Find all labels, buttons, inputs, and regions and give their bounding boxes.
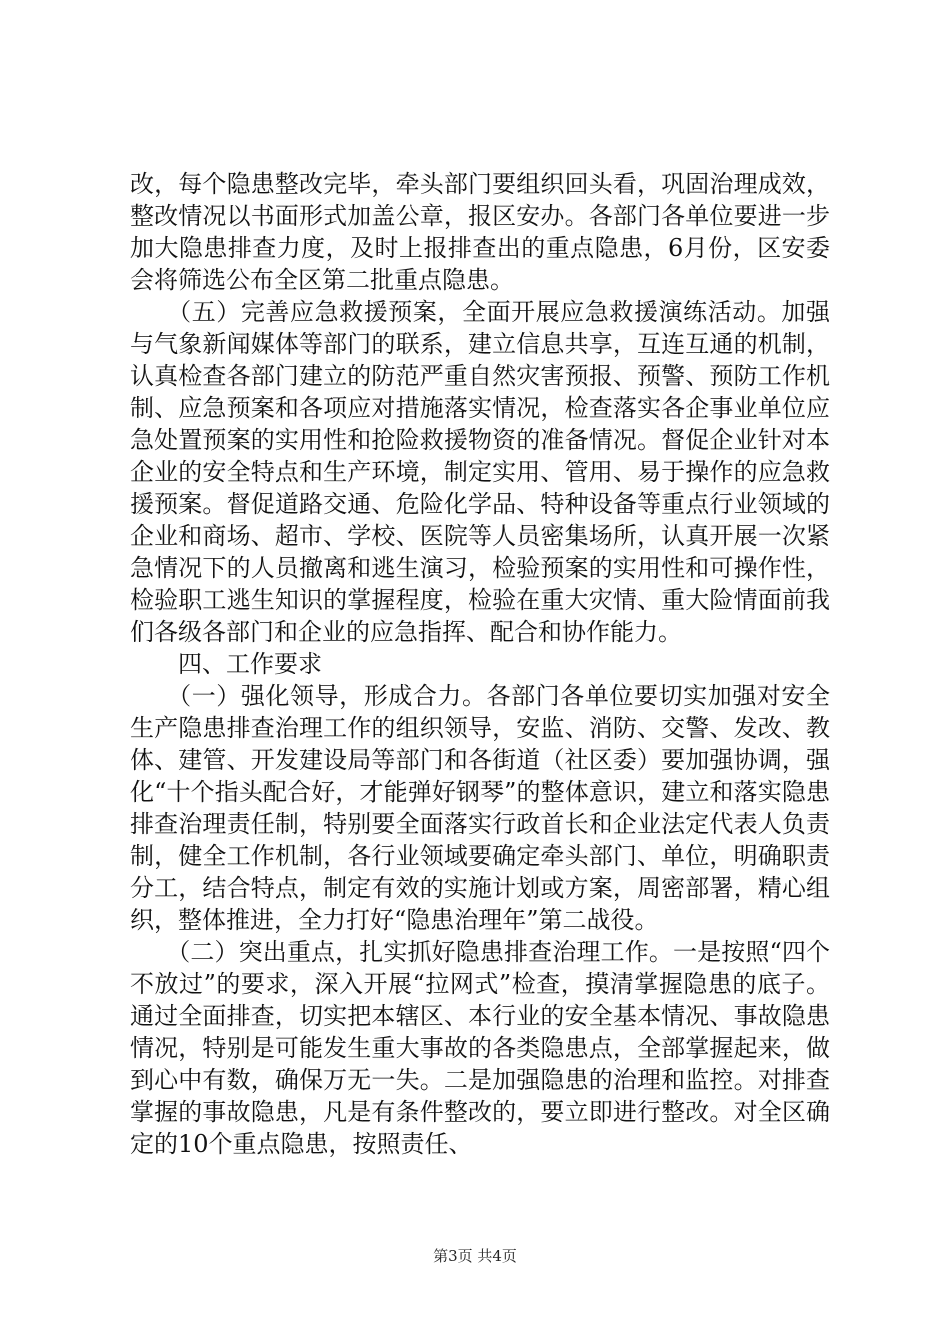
- document-body: [130, 168, 830, 1160]
- paragraph-requirement-2: （二）突出重点，扎实抓好隐患排查治理工作。一是按照“四个不放过”的要求，深入开展“拉网式”检查，摸清掌握隐患的底子。通过全面排查，切实把本辖区、本行业的安全基本情况、事故隐患情况，特别是可能发生重大事故的各类隐患点，全部掌握起来，做到心中有数，确保万无一失。二是加强隐患的治理和监控。对排查掌握的事故隐患，凡是有条件整改的，要立即进行整改。对全区确定的10个重点隐患，按照责任、: [130, 938, 830, 1158]
- paragraph-section-5: （五）完善应急救援预案，全面开展应急救援演练活动。加强与气象新闻媒体等部门的联系，建立信息共享，互连互通的机制，认真检查各部门建立的防范严重自然灾害预报、预警、预防工作机制、应急预案和各项应对措施落实情况，检查落实各企事业单位应急处置预案的实用性和抢险救援物资的准备情况。督促企业针对本企业的安全特点和生产环境，制定实用、管用、易于操作的应急救援预案。督促道路交通、危险化学品、特种设备等重点行业领域的企业和商场、超市、学校、医院等人员密集场所，认真开展一次紧急情况下的人员撤离和逃生演习，检验预案的实用性和可操作性，检验职工逃生知识的掌握程度，检验在重大灾情、重大险情面前我们各级各部门和企业的应急指挥、配合和协作能力。: [130, 298, 830, 646]
- section-heading-work-requirements: 四、工作要求: [130, 650, 322, 678]
- paragraph-continuation: 改，每个隐患整改完毕，牵头部门要组织回头看，巩固治理成效，整改情况以书面形式加盖公章，报区安办。各部门各单位要进一步加大隐患排查力度，及时上报排查出的重点隐患，6月份，区安委会将筛选公布全区第二批重点隐患。: [130, 170, 830, 294]
- page-footer: 第3页 共4页: [433, 1247, 517, 1265]
- paragraph-requirement-1: （一）强化领导，形成合力。各部门各单位要切实加强对安全生产隐患排查治理工作的组织领导，安监、消防、交警、发改、教体、建管、开发建设局等部门和各街道（社区委）要加强协调，强化“十个指头配合好，才能弹好钢琴”的整体意识，建立和落实隐患排查治理责任制，特别要全面落实行政首长和企业法定代表人负责制，健全工作机制，各行业领域要确定牵头部门、单位，明确职责分工，结合特点，制定有效的实施计划或方案，周密部署，精心组织，整体推进，全力打好“隐患治理年”第二战役。: [130, 682, 830, 934]
